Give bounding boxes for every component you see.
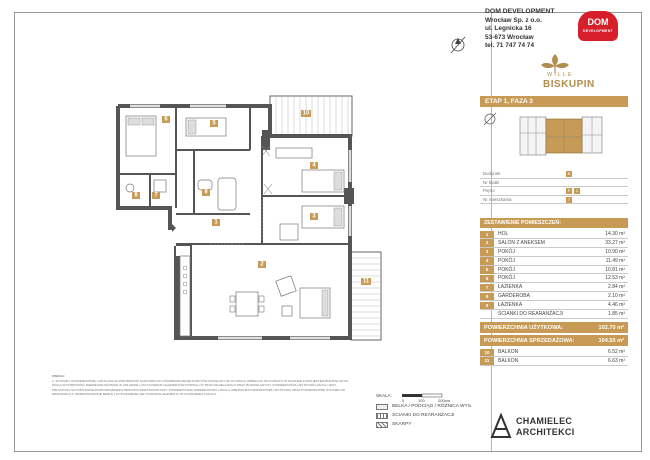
room-num: 8	[480, 293, 494, 301]
legend-item-beam: BELKA / PODCIĄG / RÓŻNICA WYS.	[376, 403, 516, 412]
info-value: P	[567, 188, 571, 193]
room-marker-2: 2	[260, 261, 264, 268]
info-label: Piętro	[483, 188, 495, 193]
balconies-table	[480, 348, 628, 366]
stage-banner: ETAP 1, FAZA 3	[480, 96, 628, 107]
company-name: DOM DEVELOPMENT	[485, 8, 555, 15]
scale-tick-1: 100	[418, 398, 425, 403]
balcony-name: BALKON	[498, 357, 519, 364]
room-area: 33.27 m²	[605, 239, 625, 246]
table-row	[480, 257, 628, 266]
scale-bar	[376, 393, 392, 398]
info-value: B	[567, 171, 571, 176]
usable-area-row	[480, 322, 628, 333]
room-num: 5	[480, 266, 494, 274]
architect-logo	[490, 413, 620, 443]
room-name: POKÓJ	[498, 266, 515, 273]
table-row	[480, 266, 628, 275]
info-row-staircase	[480, 179, 628, 188]
info-row-floor	[480, 187, 628, 196]
room-marker-5: 5	[212, 120, 216, 127]
mini-north-arrow-icon	[484, 113, 496, 125]
room-marker-1: 1	[214, 219, 218, 226]
legend-item-slopes: SKARPY	[376, 421, 516, 430]
key-plan	[480, 109, 628, 163]
room-name: ŁAZIENKA	[498, 284, 523, 291]
sale-area-row	[480, 335, 628, 346]
legend-item-walls: ŚCIANKI DO REARANŻACJI	[376, 412, 516, 421]
room-num: 2	[480, 239, 494, 247]
room-marker-11: 11	[362, 278, 370, 285]
room-area: 14.30 m²	[605, 231, 625, 237]
dom-development-logo	[578, 11, 618, 41]
room-num: 1	[480, 231, 494, 239]
table-row	[480, 239, 628, 248]
brand-big: BISKUPIN	[543, 79, 595, 90]
usable-area-label: POWIERZCHNIA UŻYTKOWA:	[484, 324, 564, 331]
north-arrow-icon	[451, 37, 465, 53]
room-area: 10.81 m²	[605, 266, 625, 273]
company-line2: Wrocław Sp. z o.o.	[485, 16, 542, 24]
sale-area-label: POWIERZCHNIA SPRZEDAŻOWA:	[484, 337, 575, 344]
architect-line2: ARCHITEKCI	[516, 427, 575, 437]
room-name: POKÓJ	[498, 248, 515, 255]
scale-tick-2: 200cm	[438, 398, 451, 403]
info-row-apartment	[480, 196, 628, 205]
room-marker-6: 6	[164, 116, 168, 123]
room-area: 4.46 m²	[608, 302, 625, 309]
room-num: 7	[480, 284, 494, 292]
scale-label: SKALA:	[376, 393, 392, 398]
brand-small: WILLE	[547, 72, 574, 78]
room-marker-8: 8	[134, 192, 138, 199]
rooms-header: ZESTAWIENIE POMIESZCZEŃ:	[480, 218, 628, 228]
balcony-area: 6.52 m²	[608, 349, 625, 355]
apartment-info	[480, 170, 628, 204]
sale-area-value: 104.55 m²	[598, 337, 624, 344]
room-name: GARDEROBA	[498, 293, 530, 300]
room-area: 2.10 m²	[608, 293, 625, 300]
table-row	[480, 301, 628, 310]
company-info	[485, 8, 554, 51]
room-num: 9	[480, 302, 494, 310]
usable-area-value: 102.70 m²	[598, 324, 624, 331]
logo-text: DOM	[587, 17, 609, 27]
room-marker-9: 9	[204, 189, 208, 196]
balcony-num: 10	[480, 349, 494, 357]
room-area: 2.84 m²	[608, 284, 625, 291]
room-area: 11.49 m²	[605, 257, 625, 264]
table-row	[480, 248, 628, 257]
table-row	[480, 230, 628, 239]
table-row	[480, 348, 628, 357]
room-name: HOL	[498, 231, 509, 237]
table-row	[480, 283, 628, 292]
info-label: Nr klatki	[483, 179, 500, 185]
leaf-icon	[485, 52, 625, 74]
room-marker-4: 4	[312, 162, 316, 169]
architect-line1: CHAMIELEC	[516, 416, 573, 426]
table-row	[480, 274, 628, 283]
room-name: ŚCIANKI DO REARANŻACJI	[498, 311, 564, 318]
room-num: 6	[480, 275, 494, 283]
table-row	[480, 357, 628, 366]
rooms-table	[480, 230, 628, 319]
company-phone: tel. 71 747 74 74	[485, 42, 535, 50]
company-street: ul. Legnicka 16	[485, 25, 532, 33]
willa-biskupin-logo	[485, 52, 625, 94]
balcony-area: 6.63 m²	[608, 357, 625, 364]
table-row	[480, 310, 628, 319]
info-value2: 1	[575, 188, 579, 193]
room-name: SALON Z ANEKSEM	[498, 239, 545, 246]
room-name: ŁAZIENKA	[498, 302, 523, 309]
room-num: 4	[480, 257, 494, 265]
notes-text: 1. WYMIARY, POWIERZCHNIE, LOKALIZACJA PRZYBORÓW SANITARNYCH, ROZMIESZCZENIE PUNKTÓW INSTALACYJNYCH MOGĄ ODBIEGAĆ OD PODANYCH ZGODNIE Z PROJEKTEM BUDOWLANYM. MOGĄ WYSTĘPOWAĆ NIEWIELKIE RÓŻNICE W UKŁADZIE I USYTUOWANIU ELEMENTÓW PORTALU W TRAKCIE REALIZACJI PRAC BUDOWLANYCH. POWIERZCHNIA UŻYTKOWA LOKALU JEST OBLICZONA NA PODSTAWIE ROZPORZĄDZENIA MINISTRA INFRASTRUKTURY. POWIERZCHNIA SPRZEDAŻOWA LOKALU OBEJMUJE POWIERZCHNIĘ UŻYTKOWĄ ORAZ POWIERZCHNIĘ ŚCIANEK DO REARANŻACJI. PRZEDSTAWIONE MEBLE I WYPOSAŻENIE NIE STANOWIĄ ELEMENTU WYKOŃCZENIA LOKALU.	[52, 379, 349, 396]
legal-notes	[52, 374, 352, 396]
room-marker-10: 10	[302, 110, 310, 117]
balcony-num: 11	[480, 357, 494, 365]
room-name: POKÓJ	[498, 257, 515, 264]
balcony-name: BALKON	[498, 349, 519, 355]
table-row	[480, 292, 628, 301]
info-label: Nr mieszkania	[483, 196, 512, 202]
room-marker-7: 7	[154, 192, 158, 199]
logo-sub: DEVELOPMENT	[583, 29, 613, 33]
scale-tick-0: 0	[402, 398, 405, 403]
info-value: 7	[567, 196, 571, 202]
room-marker-3: 3	[312, 213, 316, 220]
room-area: 10.90 m²	[605, 248, 625, 255]
notes-title: UWAGA:	[52, 374, 65, 378]
architect-logo-icon	[490, 413, 512, 439]
info-row-building	[480, 170, 628, 179]
room-area: 1.85 m²	[608, 311, 625, 318]
room-num: 3	[480, 248, 494, 256]
room-num	[480, 311, 494, 319]
company-city: 53-673 Wrocław	[485, 33, 534, 41]
room-name: POKÓJ	[498, 275, 515, 282]
room-area: 12.53 m²	[605, 275, 625, 282]
info-label: Budynek	[483, 171, 501, 176]
